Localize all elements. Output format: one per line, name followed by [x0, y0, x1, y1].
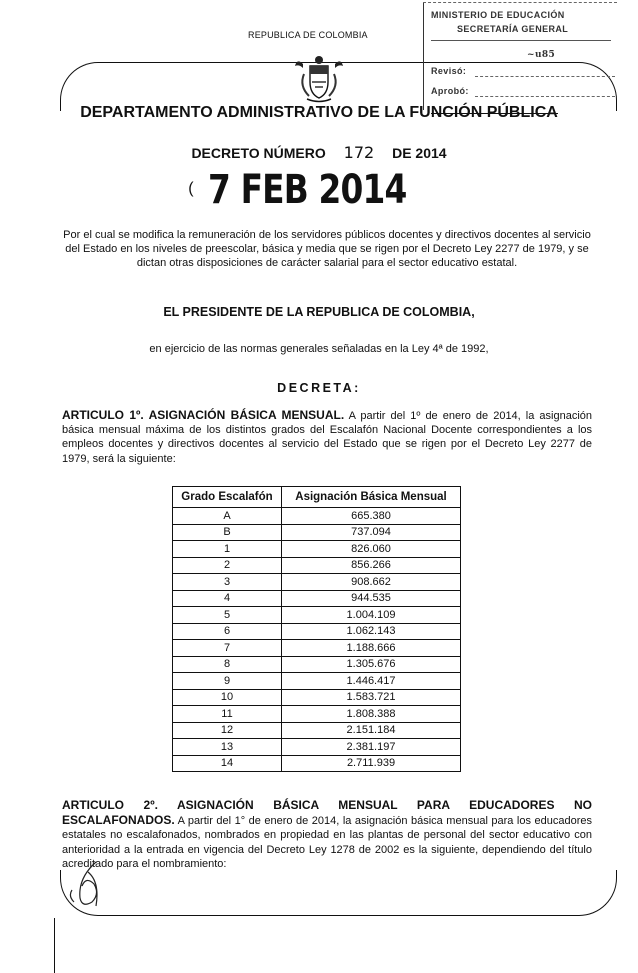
salary-cell: 2.711.939 — [282, 755, 461, 772]
table-row — [173, 557, 461, 574]
table-row — [173, 623, 461, 640]
approval-stamp — [417, 0, 617, 112]
grade-cell: 12 — [173, 722, 282, 739]
article-1-title: ARTICULO 1º. ASIGNACIÓN BÁSICA MENSUAL. — [62, 408, 345, 422]
table-row — [173, 706, 461, 723]
president-heading: EL PRESIDENTE DE LA REPUBLICA DE COLOMBIA, — [163, 305, 475, 319]
grade-cell: 14 — [173, 755, 282, 772]
salary-cell: 2.381.197 — [282, 739, 461, 756]
salary-cell: 856.266 — [282, 557, 461, 574]
decree-heading — [0, 143, 638, 162]
table-row — [173, 722, 461, 739]
stamp-secretary: SECRETARÍA GENERAL — [457, 24, 569, 34]
salary-cell: 1.188.666 — [282, 640, 461, 657]
salary-cell: 908.662 — [282, 574, 461, 591]
table-row — [173, 607, 461, 624]
department-title — [0, 104, 638, 122]
legal-basis: en ejercicio de las normas generales señaladas en la Ley 4ª de 1992, — [149, 343, 489, 355]
article-2-title: ARTICULO 2º. ASIGNACIÓN BÁSICA MENSUAL PARA EDUCADORES NO ESCALAFONADOS. — [62, 798, 592, 828]
grade-cell: 13 — [173, 739, 282, 756]
margin-line — [54, 918, 55, 973]
decree-number: 172 — [343, 143, 375, 162]
salary-cell: 665.380 — [282, 508, 461, 525]
grade-cell: 4 — [173, 590, 282, 607]
page-frame-bottom — [60, 870, 617, 916]
grade-cell: 3 — [173, 574, 282, 591]
decree-date — [0, 167, 638, 213]
grade-cell: 2 — [173, 557, 282, 574]
decree-summary: Por el cual se modifica la remuneración de los servidores públicos docentes y directivos docentes al servicio del Estado en los niveles de preescolar, básica y media que se rigen por el Decreto Ley 2277 de 1979, y se dictan otras disposiciones de carácter salarial para el sector educativo estatal. — [63, 229, 591, 270]
table-row — [173, 739, 461, 756]
salary-cell: 737.094 — [282, 524, 461, 541]
salary-cell: 1.583.721 — [282, 689, 461, 706]
grade-cell: 1 — [173, 541, 282, 558]
table-row — [173, 673, 461, 690]
salary-cell: 944.535 — [282, 590, 461, 607]
grade-cell: 6 — [173, 623, 282, 640]
table-row — [173, 590, 461, 607]
grade-cell: 9 — [173, 673, 282, 690]
article-2-text: A partir del 1° de enero de 2014, la asignación básica mensual para los educadores estatales no escalafonados, nombrados en propiedad en las plantas de personal del sector educativo con anterioridad a la entrada en vigencia del Decreto Ley 1278 de 2002 es la siguiente, dependiendo del título acreditado para el nombramiento: — [62, 815, 592, 870]
date-paren: ( — [188, 180, 194, 197]
handwritten-initial-icon — [66, 858, 116, 913]
salary-cell: 2.151.184 — [282, 722, 461, 739]
grade-cell: 11 — [173, 706, 282, 723]
column-header-salary: Asignación Básica Mensual — [282, 487, 461, 508]
table-row — [173, 656, 461, 673]
salary-cell: 1.446.417 — [282, 673, 461, 690]
date-stamp: 7 FEB 2014 — [207, 167, 407, 213]
salary-cell: 1.062.143 — [282, 623, 461, 640]
republic-label: REPUBLICA DE COLOMBIA — [248, 30, 368, 40]
table-row — [173, 508, 461, 525]
salary-cell: 1.004.109 — [282, 607, 461, 624]
grade-cell: 7 — [173, 640, 282, 657]
salary-cell: 1.808.388 — [282, 706, 461, 723]
article-2 — [62, 798, 592, 871]
grade-cell: B — [173, 524, 282, 541]
decreta-heading: DECRETA: — [277, 381, 361, 395]
article-1 — [62, 408, 592, 466]
stamp-handwritten-mark: ~u85 — [527, 50, 556, 60]
decree-label: DECRETO NÚMERO — [191, 145, 326, 161]
table-row — [173, 541, 461, 558]
table-header-row — [173, 487, 461, 508]
grade-cell: A — [173, 508, 282, 525]
salary-cell: 1.305.676 — [282, 656, 461, 673]
grade-cell: 10 — [173, 689, 282, 706]
table-body — [173, 508, 461, 772]
salary-cell: 826.060 — [282, 541, 461, 558]
department-title-main: DEPARTAMENTO ADMINISTRATIVO DE LA FU — [80, 104, 431, 121]
salary-table — [172, 486, 461, 772]
department-title-struck: NCIÓN PÚBLICA — [430, 104, 558, 121]
column-header-grade: Grado Escalafón — [173, 487, 282, 508]
table-row — [173, 574, 461, 591]
table-row — [173, 689, 461, 706]
stamp-approved: Aprobó: — [431, 86, 469, 96]
grade-cell: 5 — [173, 607, 282, 624]
decree-year: DE 2014 — [392, 145, 447, 161]
stamp-reviewed: Revisó: — [431, 66, 467, 76]
stamp-ministry: MINISTERIO DE EDUCACIÓN — [431, 10, 565, 20]
article-1-text: A partir del 1º de enero de 2014, la asignación básica mensual máxima de los distintos grados del Escalafón Nacional Docente correspondientes a los empleos docentes y directivos docentes al servicio del Estado que se rigen por el Decreto Ley 2277 de 1979, será la siguiente: — [62, 410, 592, 465]
grade-cell: 8 — [173, 656, 282, 673]
table-row — [173, 755, 461, 772]
coat-of-arms-icon — [293, 52, 345, 104]
table-row — [173, 524, 461, 541]
table-row — [173, 640, 461, 657]
